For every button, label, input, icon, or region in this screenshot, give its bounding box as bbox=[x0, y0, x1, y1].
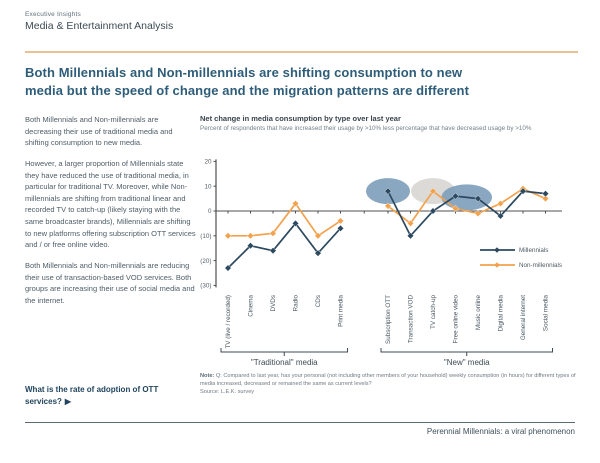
x-category-label: Radio bbox=[292, 295, 300, 312]
eyebrow-label: Executive Insights bbox=[25, 11, 81, 18]
publication-title: Media & Entertainment Analysis bbox=[25, 20, 174, 32]
x-category-label: TV catch-up bbox=[430, 295, 438, 329]
x-category-label: Digital media bbox=[497, 295, 505, 332]
note-source: Source: L.E.K. survey bbox=[200, 389, 255, 396]
footer-publication-title: Perennial Millennials: a viral phenomenon bbox=[426, 427, 575, 436]
chart-note bbox=[200, 372, 590, 396]
x-category-label: DVDs bbox=[270, 295, 278, 312]
legend-label: Millennials bbox=[519, 247, 549, 255]
summary-paragraph: Both Millennials and Non-millennials are reducing their use of transaction-based VOD services. Both groups are increasing their use of social media and the internet. bbox=[25, 260, 195, 305]
series-line-millennials bbox=[388, 191, 546, 236]
chart-subtitle: Percent of respondents that have increased their usage by >10% less percentage that have decreased usage by >10% bbox=[200, 125, 532, 132]
y-tick-label: (30) bbox=[200, 282, 212, 290]
group-label: "New" media bbox=[443, 358, 490, 367]
footer-rule bbox=[25, 422, 575, 423]
x-category-label: General internet bbox=[520, 295, 528, 341]
y-tick-label: 20 bbox=[204, 158, 212, 166]
chart-title: Net change in media consumption by type over last year bbox=[200, 114, 401, 123]
series-line-non-millennials bbox=[228, 204, 341, 236]
legend-label: Non-millennials bbox=[519, 262, 563, 270]
x-category-label: TV (live / recorded) bbox=[225, 295, 233, 349]
data-point-marker-millennials bbox=[542, 190, 548, 196]
x-category-label: Free online video bbox=[452, 295, 460, 344]
page-title: Both Millennials and Non-millennials are shifting consumption to new media but the speed of change and the migration patterns are different bbox=[25, 65, 470, 98]
note-question: Q: Compared to last year, has your personal (not including other members of your household) weekly consumption (in hours) for different types of media increased, decreased or remained the same as current levels? bbox=[200, 373, 576, 388]
group-bracket bbox=[381, 348, 553, 356]
summary-column bbox=[25, 114, 197, 315]
x-category-label: Subscription OTT bbox=[385, 295, 393, 344]
group-bracket bbox=[221, 348, 348, 356]
data-point-marker-non-millennials bbox=[225, 233, 231, 239]
x-category-label: Cinema bbox=[247, 295, 255, 317]
series-line-millennials bbox=[228, 223, 341, 268]
y-tick-label: (10) bbox=[200, 233, 212, 240]
forward-arrow-icon: ▶ bbox=[64, 396, 72, 406]
y-tick-label: 10 bbox=[204, 183, 212, 191]
x-category-label: Social media bbox=[542, 295, 550, 332]
x-category-label: Music online bbox=[475, 295, 483, 330]
x-category-label: CDs bbox=[315, 295, 323, 308]
summary-paragraph: Both Millennials and Non-millennials are decreasing their use of traditional media and shifting consumption to new media. bbox=[25, 115, 173, 148]
legend-swatch-marker bbox=[494, 262, 500, 268]
consumption-change-chart bbox=[196, 146, 600, 376]
x-category-label: Print media bbox=[337, 295, 345, 327]
related-question-text: What is the rate of adoption of OTT services? bbox=[25, 385, 159, 406]
note-prefix: Note: bbox=[200, 373, 215, 379]
summary-paragraph: However, a larger proportion of Millennials state they have reduced the use of traditional media, in particular for traditional TV. Moreover, while Non-millennials are shifting from traditional linear and recorded TV to catch-up (likely staying with the same broadcaster brands), Millennials are shifting to new platforms offering subscription OTT services and / or free online video. bbox=[25, 158, 196, 250]
y-tick-label: 0 bbox=[207, 208, 212, 216]
data-point-marker-non-millennials bbox=[247, 233, 253, 239]
legend-swatch-marker bbox=[494, 247, 500, 253]
related-question-link[interactable] bbox=[25, 384, 183, 407]
group-label: "Traditional" media bbox=[250, 358, 318, 367]
accent-rule bbox=[25, 51, 578, 53]
x-category-label: Transaction VOD bbox=[407, 295, 415, 344]
y-tick-label: (20) bbox=[200, 257, 212, 265]
